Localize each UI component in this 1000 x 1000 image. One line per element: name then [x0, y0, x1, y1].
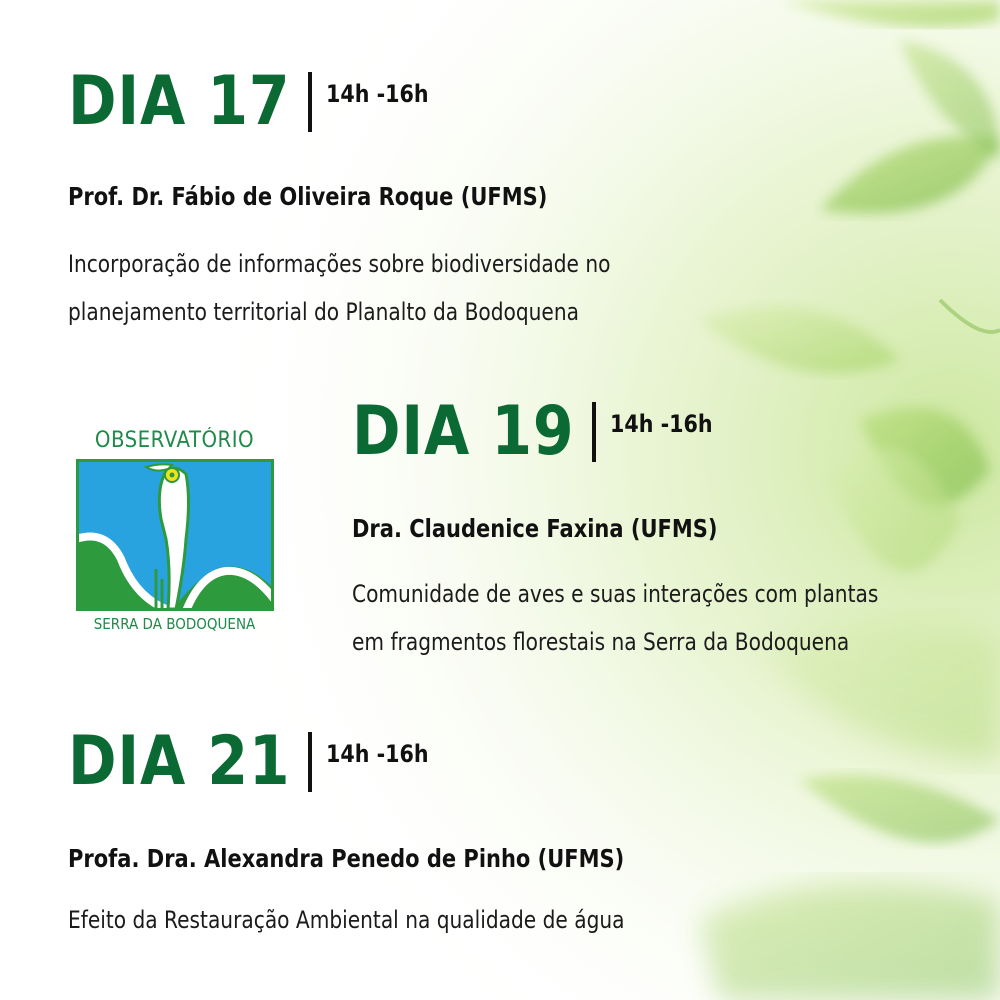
time-label: 14h -16h [610, 410, 713, 438]
day-title: DIA 19 [352, 392, 575, 471]
topic-line: Incorporação de informações sobre biodiversidade no [68, 250, 611, 278]
speaker-name: Prof. Dr. Fábio de Oliveira Roque (UFMS) [68, 182, 548, 211]
topic-line: Efeito da Restauração Ambiental na qualidade de água [68, 906, 625, 934]
event-day-19 [352, 392, 729, 471]
day-header [68, 722, 445, 801]
topic-day-21 [68, 896, 731, 944]
time-label: 14h -16h [326, 740, 429, 768]
speaker-name: Dra. Claudenice Faxina (UFMS) [352, 514, 718, 543]
event-day-17 [68, 62, 445, 141]
day-title: DIA 21 [68, 722, 291, 801]
day-header [352, 392, 729, 471]
logo-top-text: OBSERVATÓRIO [94, 428, 255, 453]
separator-bar [308, 72, 312, 132]
logo-bottom-text: SERRA DA BODOQUENA [93, 615, 256, 633]
day-title: DIA 17 [68, 62, 291, 141]
topic-day-17 [68, 240, 714, 336]
topic-day-19 [352, 570, 979, 666]
heron-bird-icon [76, 459, 274, 611]
observatorio-logo [72, 428, 277, 643]
separator-bar [592, 402, 596, 462]
speaker-day-17 [68, 182, 639, 211]
speaker-day-21 [68, 844, 730, 873]
day-header [68, 62, 445, 141]
topic-line: Comunidade de aves e suas interações com plantas [352, 580, 879, 608]
event-day-21 [68, 722, 445, 801]
speaker-day-19 [352, 514, 787, 543]
topic-line: planejamento territorial do Planalto da Bodoquena [68, 298, 579, 326]
topic-line: em fragmentos florestais na Serra da Bodoquena [352, 628, 850, 656]
time-label: 14h -16h [326, 80, 429, 108]
speaker-name: Profa. Dra. Alexandra Penedo de Pinho (UFMS) [68, 844, 625, 873]
separator-bar [308, 732, 312, 792]
